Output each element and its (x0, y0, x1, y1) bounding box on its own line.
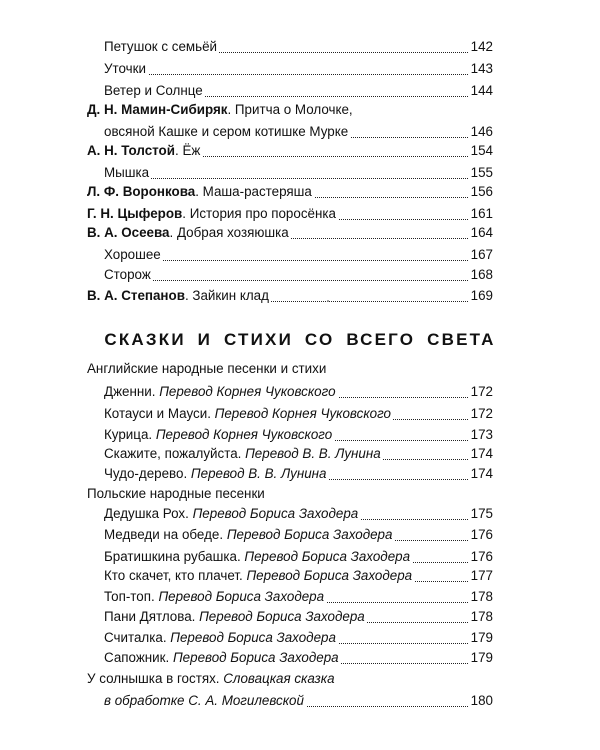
adaptation-credit: в обработке С. А. Могилевской (104, 693, 304, 708)
toc-row[interactable] (0, 606, 600, 628)
toc-row[interactable] (0, 222, 600, 244)
entry-title: Ветер и Солнце (104, 83, 203, 98)
translator: Перевод В. В. Лунина (245, 446, 381, 461)
page-number: 144 (469, 80, 493, 102)
page-number: 174 (469, 463, 493, 485)
entry-text (104, 524, 394, 546)
entry-text (104, 58, 148, 80)
translator: Перевод Бориса Заходера (172, 650, 339, 665)
entry-text: В. А. Степанов. Зайкин клад (87, 285, 271, 307)
translator: Перевод Бориса Заходера (192, 506, 359, 521)
entry-text (104, 36, 219, 58)
toc-row[interactable] (0, 58, 600, 80)
translator: Перевод Корнея Чуковского (155, 427, 333, 442)
page-number: 143 (469, 58, 493, 80)
toc-row[interactable] (0, 181, 600, 203)
entry-text (104, 586, 326, 608)
entry-title: Притча о Молочке, (234, 102, 353, 117)
page-number: 175 (469, 503, 493, 525)
page-number: 179 (469, 627, 493, 649)
toc-row[interactable] (0, 668, 600, 690)
toc-row[interactable] (0, 463, 600, 485)
page-number: 155 (469, 162, 493, 184)
entry-text (104, 463, 328, 485)
translator: Перевод Корнея Чуковского (159, 384, 336, 399)
translator: Перевод Бориса Заходера (199, 609, 365, 624)
entry-text (104, 565, 414, 587)
entry-text (104, 503, 360, 525)
entry-title: Петушок с семьёй (104, 39, 218, 54)
page-number: 176 (469, 546, 493, 568)
translator: Перевод Бориса Заходера (170, 630, 336, 645)
entry-title: Котауси и Мауси. (104, 406, 211, 421)
entry-title: Топ-топ. (104, 589, 155, 604)
page-number: 172 (469, 403, 493, 425)
page-number: 146 (469, 121, 493, 143)
entry-title: У солнышка в гостях. (87, 671, 220, 686)
page-number: 167 (469, 244, 493, 266)
toc-row[interactable] (0, 524, 600, 546)
toc-row[interactable] (0, 586, 600, 608)
toc-row[interactable] (0, 140, 600, 162)
author-name: В. А. Осеева (87, 225, 170, 240)
page-number: 161 (469, 203, 493, 225)
page-number: 142 (469, 36, 493, 58)
toc-row[interactable] (0, 690, 600, 712)
toc-row[interactable] (0, 443, 600, 465)
entry-title: Медведи на обеде. (104, 527, 224, 542)
translator: Перевод Бориса Заходера (244, 549, 411, 564)
page-number: 177 (469, 565, 493, 587)
group-label: Польские народные песенки (87, 486, 265, 501)
entry-text (87, 668, 337, 690)
page-number: 168 (469, 264, 493, 286)
author-name: Л. Ф. Воронкова (87, 184, 196, 199)
entry-title: История про поросёнка (189, 206, 336, 221)
page-number: 178 (469, 606, 493, 628)
translator: Перевод Корнея Чуковского (214, 406, 391, 421)
entry-text (104, 647, 341, 669)
toc-row[interactable] (0, 36, 600, 58)
toc-row[interactable] (0, 381, 600, 403)
entry-text (104, 627, 338, 649)
author-name: Д. Н. Мамин-Сибиряк (87, 102, 228, 117)
dot-leader (104, 280, 490, 281)
toc-row[interactable] (0, 264, 600, 286)
entry-title: Дедушка Рох. (104, 506, 189, 521)
dot-leader (104, 178, 490, 179)
translator: Перевод Бориса Заходера (158, 589, 325, 604)
entry-title: Братишкина рубашка. (104, 549, 241, 564)
entry-title: Мышка (104, 165, 150, 180)
print-speck (327, 300, 329, 302)
page-number: 173 (469, 424, 493, 446)
translator: Перевод В. В. Лунина (190, 466, 327, 481)
entry-text: Д. Н. Мамин-Сибиряк. Притча о Молочке, (87, 99, 355, 121)
toc-row[interactable] (0, 244, 600, 266)
page-number: 179 (469, 647, 493, 669)
entry-text (104, 606, 367, 628)
entry-title: Скажите, пожалуйста. (104, 446, 242, 461)
page-number: 178 (469, 586, 493, 608)
entry-title: Чудо-дерево. (104, 466, 188, 481)
page-number: 176 (469, 524, 493, 546)
entry-title: Дженни. (104, 384, 156, 399)
entry-title: Кто скачет, кто плачет. (104, 568, 243, 583)
entry-text: А. Н. Толстой. Ёж (87, 140, 202, 162)
toc-row[interactable] (0, 627, 600, 649)
entry-title: овсяной Кашке и сером котишке Мурке (104, 124, 349, 139)
entry-title: Маша-растеряша (202, 184, 312, 199)
toc-row[interactable] (0, 565, 600, 587)
entry-text (104, 381, 338, 403)
entry-text (104, 264, 153, 286)
entry-title: Ёж (182, 143, 201, 158)
entry-title: Считалка. (104, 630, 167, 645)
toc-row[interactable] (0, 647, 600, 669)
toc-row[interactable] (0, 285, 600, 307)
page-number: 172 (469, 381, 493, 403)
section-heading: СКАЗКИ И СТИХИ СО ВСЕГО СВЕТА (104, 330, 496, 349)
toc-row[interactable] (0, 503, 600, 525)
author-name: А. Н. Толстой (87, 143, 175, 158)
translator: Перевод Бориса Заходера (246, 568, 413, 583)
entry-title: Зайкин клад (192, 288, 269, 303)
entry-title: Сапожник. (104, 650, 170, 665)
entry-text (104, 690, 306, 712)
entry-text: В. А. Осеева. Добрая хозяюшка (87, 222, 291, 244)
toc-row[interactable] (0, 99, 600, 121)
entry-subtitle: Словацкая сказка (223, 671, 335, 686)
entry-title: Добрая хозяюшка (176, 225, 289, 240)
page-number: 156 (469, 181, 493, 203)
dot-leader (104, 74, 490, 75)
entry-text (104, 244, 163, 266)
entry-text (104, 403, 393, 425)
entry-title: Хорошее (104, 247, 161, 262)
entry-text: Л. Ф. Воронкова. Маша-растеряша (87, 181, 314, 203)
page-number: 154 (469, 140, 493, 162)
entry-text (104, 443, 383, 465)
entry-title: Курица. (104, 427, 153, 442)
entry-text: Г. Н. Цыферов. История про поросёнка (87, 203, 338, 225)
toc-row[interactable] (0, 403, 600, 425)
translator: Перевод Бориса Заходера (226, 527, 393, 542)
page-number: 180 (469, 690, 493, 712)
entry-title: Сторож (104, 267, 151, 282)
author-name: Г. Н. Цыферов (87, 206, 183, 221)
entry-title: Пани Дятлова. (104, 609, 196, 624)
entry-title: Уточки (104, 61, 146, 76)
group-label: Английские народные песенки и стихи (87, 361, 327, 376)
page-number: 174 (469, 443, 493, 465)
author-name: В. А. Степанов (87, 288, 185, 303)
page-number: 169 (469, 285, 493, 307)
page-number: 164 (469, 222, 493, 244)
